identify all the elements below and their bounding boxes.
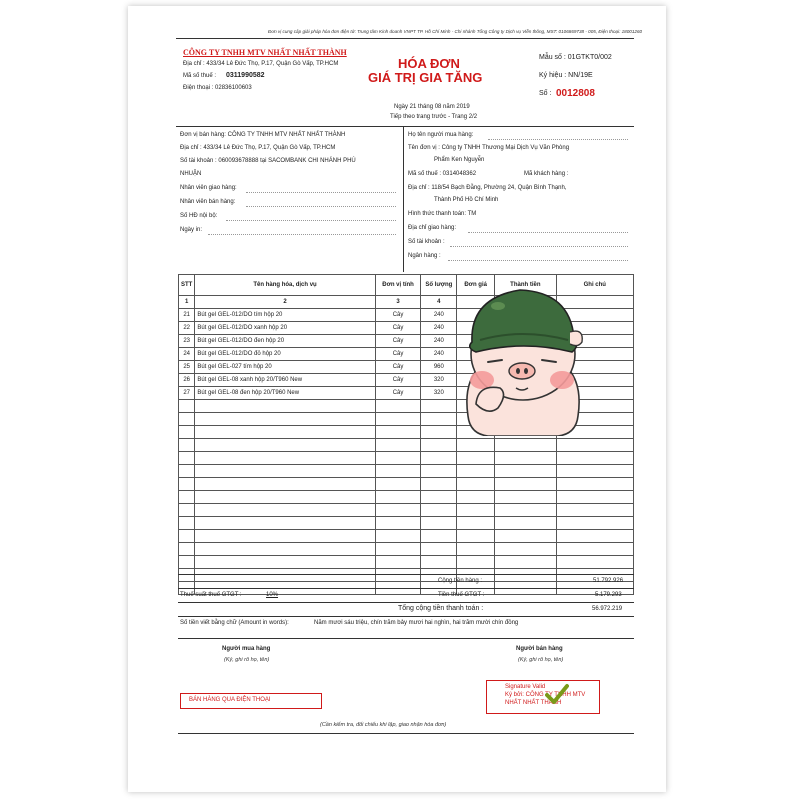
invoice-title-line2: GIÁ TRỊ GIA TĂNG xyxy=(368,70,483,85)
phone-sale-stamp: BÁN HÀNG QUA ĐIỆN THOẠI xyxy=(180,693,322,709)
row-name: Bút gel GEL-027 tím hộp 20 xyxy=(195,361,375,374)
row-stt: 21 xyxy=(179,309,195,322)
row-unit: Cây xyxy=(375,374,421,387)
seller-address-detail: Địa chỉ : 433/34 Lê Đức Thọ, P.17, Quận Gò Vấp, TP.HCM xyxy=(180,145,336,151)
grand-total-label: Tổng cộng tiền thanh toán : xyxy=(398,605,484,612)
buyer-unit-cont: Phẩm Ken Nguyễn xyxy=(434,157,485,163)
footer-note: (Cần kiểm tra, đối chiếu khi lập, giao nhận hóa đơn) xyxy=(320,722,447,728)
pig-sticker-image xyxy=(458,276,588,436)
buyer-address: Địa chỉ : 118/54 Bạch Đằng, Phường 24, Quận Bình Thạnh, xyxy=(408,185,567,191)
row-unit: Cây xyxy=(375,387,421,400)
seller-tax-label: Mã số thuế : xyxy=(183,73,217,79)
empty-table-row xyxy=(179,556,634,569)
header-stt: STT xyxy=(179,275,195,296)
buyer-signature-title: Người mua hàng xyxy=(222,646,271,652)
seller-signature-title: Người bán hàng xyxy=(516,646,563,652)
row-unit: Cây xyxy=(375,361,421,374)
vat-rate-label: Thuế suất thuế GTGT : xyxy=(180,592,242,598)
row-stt: 24 xyxy=(179,348,195,361)
subtotal-label: Cộng tiền hàng : xyxy=(438,578,483,584)
seller-account-cont: NHUẬN xyxy=(180,171,202,177)
sales-staff: Nhân viên bán hàng: xyxy=(180,199,236,205)
row-stt: 23 xyxy=(179,335,195,348)
row-name: Bút gel GEL-08 đen hộp 20/T960 New xyxy=(195,387,375,400)
seller-phone: Điện thoại : 02836100603 xyxy=(183,85,252,91)
empty-table-row xyxy=(179,517,634,530)
empty-table-row xyxy=(179,491,634,504)
invoice-number-label: Số : xyxy=(539,90,552,97)
row-qty: 320 xyxy=(421,374,457,387)
seller-account: Số tài khoản : 060093678888 tại SACOMBANK CHI NHÁNH PHÚ xyxy=(180,158,356,164)
subtotal-value: 51.792.926 xyxy=(593,578,624,584)
seller-company-name: CÔNG TY TNHH MTV NHẤT NHẤT THÀNH xyxy=(183,48,347,57)
empty-table-row xyxy=(179,543,634,556)
seller-tax-code: 0311990582 xyxy=(226,72,265,79)
row-name: Bút gel GEL-012/DO xanh hộp 20 xyxy=(195,322,375,335)
internal-number: Số HĐ nội bộ: xyxy=(180,213,218,219)
page-continued: Tiếp theo trang trước - Trang 2/2 xyxy=(390,114,478,120)
row-qty: 240 xyxy=(421,348,457,361)
row-stt: 22 xyxy=(179,322,195,335)
buyer-bank: Ngân hàng : xyxy=(408,253,441,259)
amount-words-label: Số tiền viết bằng chữ (Amount in words): xyxy=(180,620,289,626)
customer-code: Mã khách hàng : xyxy=(524,171,569,177)
empty-table-row xyxy=(179,452,634,465)
delivery-staff: Nhân viên giao hàng: xyxy=(180,185,237,191)
empty-table-row xyxy=(179,439,634,452)
form-symbol: Ký hiệu : NN/19E xyxy=(539,72,593,79)
check-icon xyxy=(545,683,569,705)
row-qty: 240 xyxy=(421,309,457,322)
invoice-number: 0012808 xyxy=(556,88,595,99)
buyer-tax-code: Mã số thuế : 0314048362 xyxy=(408,171,477,177)
delivery-address: Địa chỉ giao hàng: xyxy=(408,225,457,231)
buyer-account: Số tài khoản : xyxy=(408,239,445,245)
vat-amount-value: 5.179.293 xyxy=(595,592,622,598)
row-unit: Cây xyxy=(375,335,421,348)
row-name: Bút gel GEL-012/DO tím hộp 20 xyxy=(195,309,375,322)
buyer-signature-note: (Ký, ghi rõ họ, tên) xyxy=(224,657,270,663)
header-note: Ghi chú xyxy=(556,275,633,296)
row-qty: 240 xyxy=(421,322,457,335)
row-unit: Cây xyxy=(375,348,421,361)
seller-address: Địa chỉ : 433/34 Lê Đức Thọ, P.17, Quận Gò Vấp, TP.HCM xyxy=(183,61,339,67)
buyer-address-cont: Thành Phố Hồ Chí Minh xyxy=(434,197,499,203)
provider-note: Đơn vị cung cấp giải pháp hóa đơn điện tử: Trung tâm Kinh doanh VNPT TP. Hồ Chí Minh - Chi nhánh Tổng Công ty Dịch vụ Viễn thông, MST: 0106869738 - 005, Điện thoại: 18001260 xyxy=(268,29,643,34)
top-divider xyxy=(176,38,634,39)
digital-signature-box: Signature Valid Ký bởi: CÔNG TY TNHH MTV NHẤT NHẤT THÀNH xyxy=(486,680,600,714)
empty-table-row xyxy=(179,504,634,517)
row-stt: 26 xyxy=(179,374,195,387)
print-date: Ngày in: xyxy=(180,227,203,233)
row-unit: Cây xyxy=(375,309,421,322)
header-price: Đơn giá xyxy=(457,275,495,296)
info-top-border xyxy=(176,126,634,127)
vat-rate-value: 10% xyxy=(266,592,279,598)
row-name: Bút gel GEL-012/DO đen hộp 20 xyxy=(195,335,375,348)
seller-unit: Đơn vị bán hàng: CÔNG TY TNHH MTV NHẤT NHẤT THÀNH xyxy=(180,132,346,138)
header-amount: Thành tiền xyxy=(495,275,557,296)
row-qty: 960 xyxy=(421,361,457,374)
column-index-row: 1 2 3 4 xyxy=(179,296,634,309)
vat-amount-label: Tiền thuế GTGT : xyxy=(438,592,485,598)
row-name: Bút gel GEL-08 xanh hộp 20/T960 New xyxy=(195,374,375,387)
row-stt: 27 xyxy=(179,387,195,400)
empty-table-row xyxy=(179,465,634,478)
header-unit: Đơn vị tính xyxy=(375,275,421,296)
row-qty: 320 xyxy=(421,387,457,400)
header-qty: Số lượng xyxy=(421,275,457,296)
amount-words-value: Năm mươi sáu triệu, chín trăm bảy mươi hai nghìn, hai trăm mười chín đồng xyxy=(314,620,519,626)
header-name: Tên hàng hóa, dịch vụ xyxy=(195,275,375,296)
payment-method: Hình thức thanh toán: TM xyxy=(408,211,477,217)
empty-table-row xyxy=(179,478,634,491)
grand-total-value: 56.972.219 xyxy=(592,606,623,612)
row-unit: Cây xyxy=(375,322,421,335)
invoice-date: Ngày 21 tháng 08 năm 2019 xyxy=(394,104,470,110)
seller-signature-note: (Ký, ghi rõ họ, tên) xyxy=(518,657,564,663)
invoice-sheet xyxy=(128,6,666,792)
row-stt: 25 xyxy=(179,361,195,374)
info-divider xyxy=(403,126,404,272)
row-qty: 240 xyxy=(421,335,457,348)
buyer-name: Họ tên người mua hàng: xyxy=(408,132,474,138)
buyer-unit: Tên đơn vị : Công ty TNHH Thương Mại Dịch Vụ Văn Phòng xyxy=(408,145,570,151)
empty-table-row xyxy=(179,530,634,543)
empty-table-row xyxy=(179,569,634,582)
form-number: Mẫu số : 01GTKT0/002 xyxy=(539,54,612,61)
row-name: Bút gel GEL-012/DO đỏ hộp 20 xyxy=(195,348,375,361)
invoice-title-line1: HÓA ĐƠN xyxy=(398,56,460,71)
